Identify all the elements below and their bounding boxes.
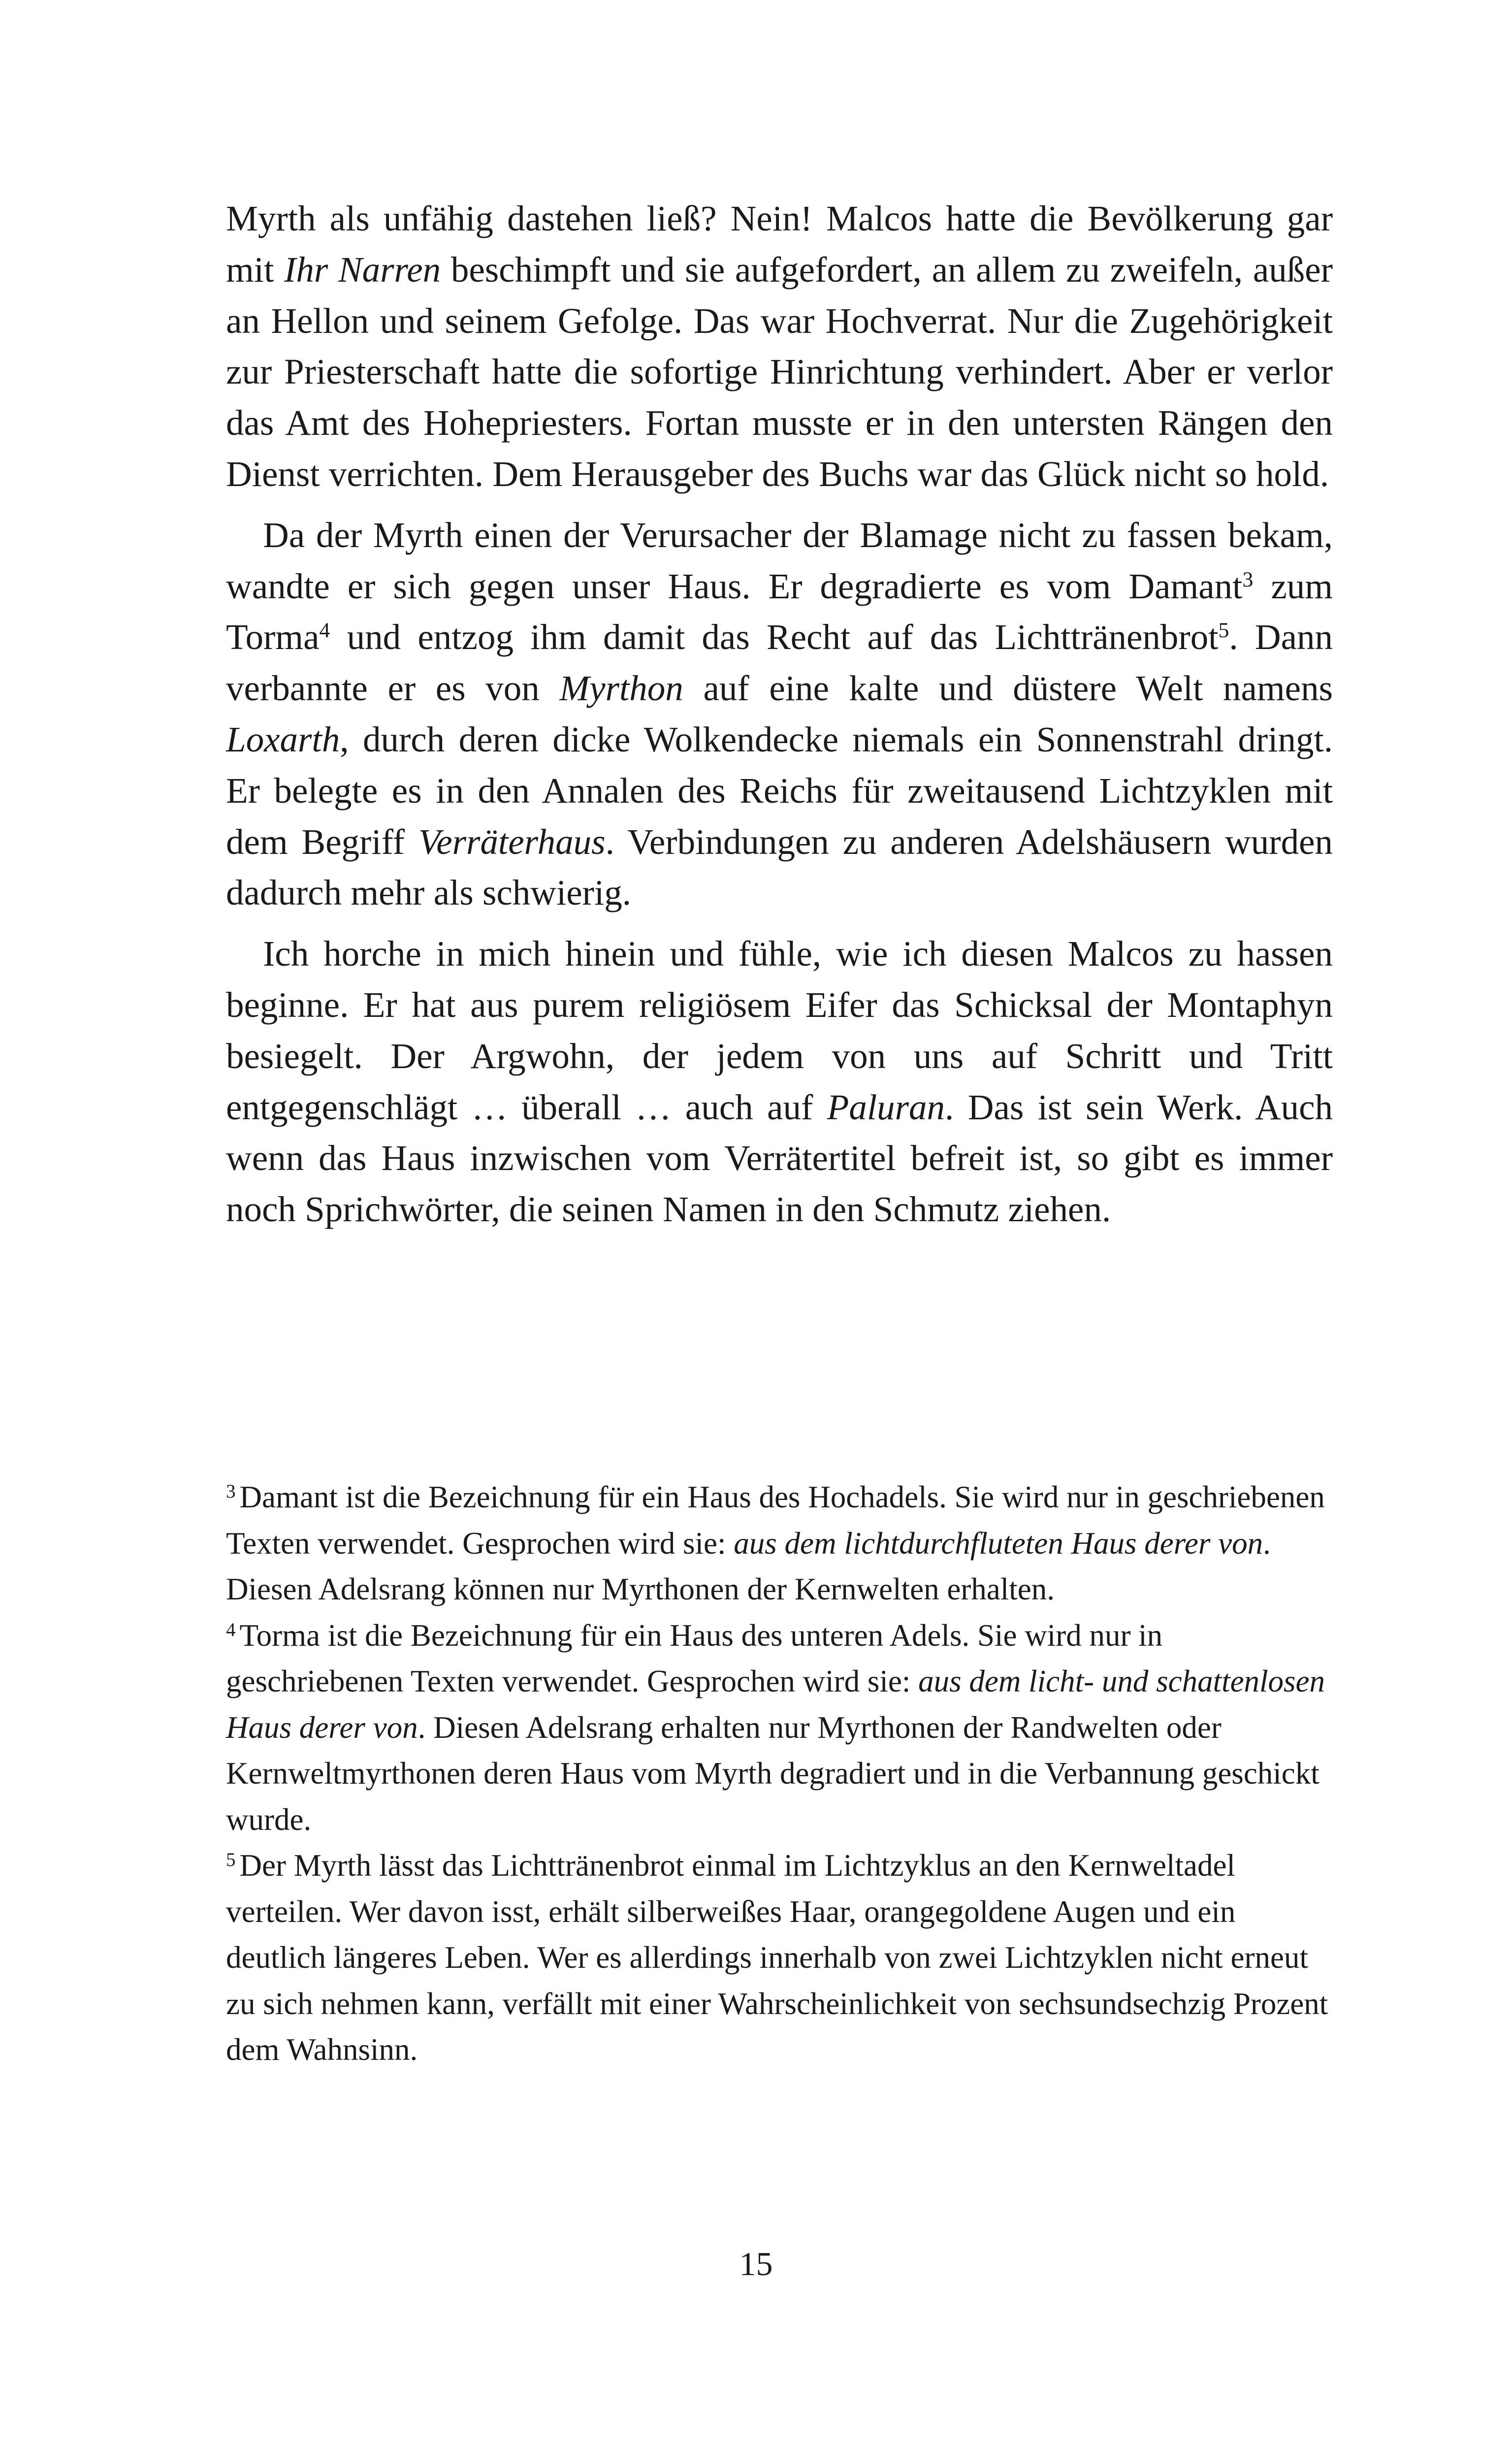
footnote-mark: 3 bbox=[226, 1481, 236, 1502]
text-run: Torma ist die Bezeichnung für ein Haus des unteren Adels. Sie wird nur in geschriebenen Texten verwendet. Gesprochen wird sie: bbox=[226, 1618, 1163, 1698]
emphasis-loxarth: Loxarth bbox=[226, 719, 340, 759]
text-run: Myrth als unfähig dastehen ließ? Nein! Malcos hatte die Bevölkerung gar mit bbox=[226, 198, 1333, 290]
text-run: Damant ist die Bezeichnung für ein Haus des Hochadels. Sie wird nur in geschriebenen Texten verwendet. Gesprochen wird sie: bbox=[226, 1480, 1325, 1561]
text-run: Da der Myrth einen der Verursacher der Blamage nicht zu fassen bekam, wandte er sich gegen unser Haus. Er degradierte es vom Damant bbox=[226, 515, 1333, 606]
page-number: 15 bbox=[739, 2245, 773, 2282]
text-run: zum Torma bbox=[226, 566, 1333, 657]
paragraph-1 bbox=[226, 193, 1333, 500]
text-run: . Das ist sein Werk. Auch wenn das Haus inzwischen vom Verrätertitel befreit ist, so gibt es immer noch Sprichwörter, die seinen Namen in den Schmutz ziehen. bbox=[226, 1087, 1333, 1230]
paragraph-2 bbox=[226, 510, 1333, 918]
footnotes bbox=[226, 1474, 1333, 2073]
emphasis: aus dem licht- und schattenlosen Haus derer von bbox=[226, 1664, 1325, 1745]
footnote-ref-5: 5 bbox=[1218, 619, 1229, 643]
body-text bbox=[226, 193, 1333, 1235]
text-run: beschimpft und sie aufgefordert, an allem zu zweifeln, außer an Hellon und seinem Gefolge. Das war Hochverrat. Nur die Zugehörigkeit zur Priesterschaft hatte die sofortige Hinrichtung verhindert. Aber er verlor das Amt des Hohepriesters. Fortan musste er in den untersten Rängen den Dienst verrichten. Dem Herausgeber des Buchs war das Glück nicht so hold. bbox=[226, 249, 1333, 494]
footnote-5 bbox=[226, 1843, 1333, 2073]
text-run: auf eine kalte und düstere Welt namens bbox=[683, 668, 1333, 709]
footnote-ref-4: 4 bbox=[319, 619, 330, 643]
text-run: . Dann verbannte er es von bbox=[226, 617, 1333, 709]
emphasis-myrthon: Myrthon bbox=[559, 668, 683, 709]
emphasis-ihr-narren: Ihr Narren bbox=[284, 249, 441, 290]
text-run: Ich horche in mich hinein und fühle, wie ich diesen Malcos zu hassen beginne. Er hat aus purem religiösem Eifer das Schicksal der Montaphyn besiegelt. Der Argwohn, der jedem von uns auf Schritt und Tritt entgegenschlägt … überall … auch auf bbox=[226, 934, 1333, 1127]
footnote-ref-3: 3 bbox=[1242, 567, 1254, 591]
emphasis-verraeterhaus: Verräterhaus bbox=[418, 821, 606, 862]
emphasis-paluran: Paluran bbox=[827, 1087, 945, 1127]
footnote-3 bbox=[226, 1474, 1333, 1613]
text-run: . Diesen Adelsrang können nur Myrthonen der Kernwelten erhalten. bbox=[226, 1526, 1271, 1606]
emphasis: aus dem lichtdurchfluteten Haus derer von bbox=[734, 1526, 1263, 1561]
footnote-mark: 4 bbox=[226, 1619, 236, 1640]
footnote-4 bbox=[226, 1613, 1333, 1843]
paragraph-3 bbox=[226, 928, 1333, 1235]
footnote-mark: 5 bbox=[226, 1849, 236, 1871]
text-run: , durch deren dicke Wolkendecke niemals ein Sonnenstrahl dringt. Er belegte es in den Annalen des Reichs für zweitausend Lichtzyklen mit dem Begriff bbox=[226, 719, 1333, 862]
text-run: und entzog ihm damit das Recht auf das Lichttränenbrot bbox=[330, 617, 1219, 657]
text-run: . Diesen Adelsrang erhalten nur Myrthonen der Randwelten oder Kernweltmyrthonen deren Haus vom Myrth degradiert und in die Verbannung geschickt wurde. bbox=[226, 1710, 1319, 1837]
text-run: . Verbindungen zu anderen Adelshäusern wurden dadurch mehr als schwierig. bbox=[226, 821, 1333, 913]
text-run: Der Myrth lässt das Lichttränenbrot einmal im Lichtzyklus an den Kernweltadel verteilen. Wer davon isst, erhält silberweißes Haar, orangegoldene Augen und ein deutlich längeres Leben. Wer es allerdings innerhalb von zwei Lichtzyklen nicht erneut zu sich nehmen kann, verfällt mit einer Wahrscheinlichkeit von sechsundsechzig Prozent dem Wahnsinn. bbox=[226, 1848, 1328, 2067]
